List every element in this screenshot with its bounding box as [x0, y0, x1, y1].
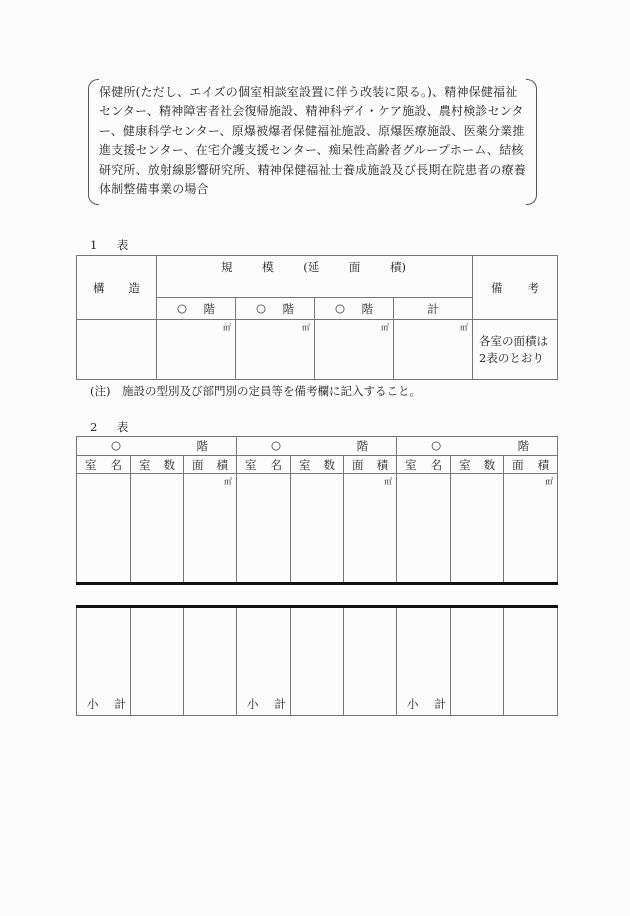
- area-cell[interactable]: ㎡: [184, 474, 237, 584]
- subtotal-label-cell: 小 計: [397, 607, 451, 716]
- room-name-header: 室 名: [77, 456, 131, 474]
- bracketed-note: [88, 79, 537, 203]
- floor-group-2: ○ 階: [237, 437, 397, 456]
- scale-header: 規 模 (延 面 積): [157, 256, 473, 298]
- room-count-header: 室 数: [131, 456, 184, 474]
- table1-note: (注) 施設の型別及び部門別の定員等を備考欄に記入すること。: [90, 384, 421, 398]
- room-count-cell[interactable]: [291, 474, 344, 584]
- room-name-cell[interactable]: [397, 474, 451, 584]
- room-count-cell[interactable]: [131, 474, 184, 584]
- floor-group-1: ○ 階: [77, 437, 237, 456]
- total-area[interactable]: ㎡: [394, 320, 473, 380]
- area-header: 面 積: [344, 456, 397, 474]
- left-bracket: [88, 79, 99, 205]
- room-name-cell[interactable]: [77, 474, 131, 584]
- table1-caption: 1 表: [90, 238, 133, 252]
- floor-col-3: ○ 階: [315, 298, 394, 320]
- floor-col-2: ○ 階: [236, 298, 315, 320]
- room-name-header: 室 名: [237, 456, 291, 474]
- subtotal-area-cell[interactable]: [344, 607, 397, 716]
- area-cell[interactable]: ㎡: [504, 474, 558, 584]
- structure-header: 構 造: [77, 256, 157, 320]
- room-count-cell[interactable]: [451, 474, 504, 584]
- structure-cell[interactable]: [77, 320, 157, 380]
- room-name-header: 室 名: [397, 456, 451, 474]
- subtotal-count-cell[interactable]: [451, 607, 504, 716]
- subtotal-area-cell[interactable]: [504, 607, 558, 716]
- floor-1-area[interactable]: ㎡: [157, 320, 236, 380]
- subtotal-label-cell: 小 計: [237, 607, 291, 716]
- area-header: 面 積: [184, 456, 237, 474]
- subtotal-count-cell[interactable]: [131, 607, 184, 716]
- floor-group-3: ○ 階: [397, 437, 558, 456]
- room-name-cell[interactable]: [237, 474, 291, 584]
- floor-2-area[interactable]: ㎡: [236, 320, 315, 380]
- area-cell[interactable]: ㎡: [344, 474, 397, 584]
- table2-caption: 2 表: [90, 420, 133, 434]
- table1: [76, 255, 558, 380]
- subtotal-label-cell: 小 計: [77, 607, 131, 716]
- table2-upper: [76, 436, 558, 585]
- total-header: 計: [394, 298, 473, 320]
- table2-lower: [76, 605, 558, 716]
- remarks-header: 備 考: [473, 256, 558, 320]
- floor-col-1: ○ 階: [157, 298, 236, 320]
- area-header: 面 積: [504, 456, 558, 474]
- note-text: 保健所(ただし、エイズの個室相談室設置に伴う改装に限る。)、精神保健福祉センター、精神障害者社会復帰施設、精神科デイ・ケア施設、農村検診センター、健康科学センター、原爆被爆者保健福祉施設、原爆医療施設、医薬分業推進支援センター、在宅介護支援センター、痴呆性高齢者グループホーム、結核研究所、放射線影響研究所、精神保健福祉士養成施設及び長期在院患者の療養体制整備事業の場合: [99, 85, 527, 197]
- remarks-cell[interactable]: 各室の面積は 2表のとおり: [473, 320, 558, 380]
- subtotal-area-cell[interactable]: [184, 607, 237, 716]
- floor-3-area[interactable]: ㎡: [315, 320, 394, 380]
- room-count-header: 室 数: [451, 456, 504, 474]
- room-count-header: 室 数: [291, 456, 344, 474]
- subtotal-count-cell[interactable]: [291, 607, 344, 716]
